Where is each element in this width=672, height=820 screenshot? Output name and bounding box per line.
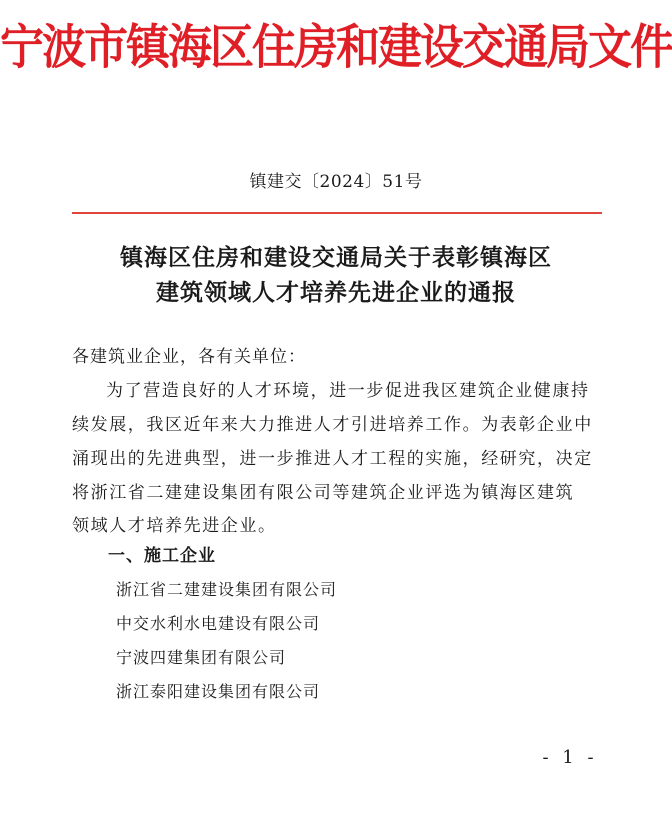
company-list-item: 浙江省二建建设集团有限公司 bbox=[116, 580, 338, 599]
body-paragraph-line: 涌现出的先进典型，进一步推进人才工程的实施，经研究，决定 bbox=[72, 449, 593, 469]
document-title bbox=[0, 240, 672, 310]
company-list-item: 中交水利水电建设有限公司 bbox=[116, 614, 321, 633]
body-paragraph-line: 续发展，我区近年来大力推进人才引进培养工作。为表彰企业中 bbox=[72, 415, 593, 435]
red-divider-line bbox=[72, 212, 602, 214]
page-number: - 1 - bbox=[542, 747, 598, 768]
company-list-item: 宁波四建集团有限公司 bbox=[116, 648, 287, 667]
document-number: 镇建交〔2024〕51号 bbox=[249, 172, 423, 192]
company-list-item: 浙江泰阳建设集团有限公司 bbox=[116, 682, 321, 701]
section-heading-construction: 一、施工企业 bbox=[108, 546, 216, 566]
salutation: 各建筑业企业，各有关单位： bbox=[72, 347, 306, 367]
document-masthead: 宁波市镇海区住房和建设交通局文件 bbox=[0, 20, 672, 76]
body-paragraph-line: 领域人才培养先进企业。 bbox=[72, 516, 277, 536]
title-line-2: 建筑领域人才培养先进企业的通报 bbox=[156, 279, 516, 306]
body-paragraph-line: 将浙江省二建建设集团有限公司等建筑企业评选为镇海区建筑 bbox=[72, 483, 575, 503]
title-line-1: 镇海区住房和建设交通局关于表彰镇海区 bbox=[120, 244, 552, 271]
body-paragraph-line: 为了营造良好的人才环境，进一步促进我区建筑企业健康持 bbox=[106, 381, 590, 401]
